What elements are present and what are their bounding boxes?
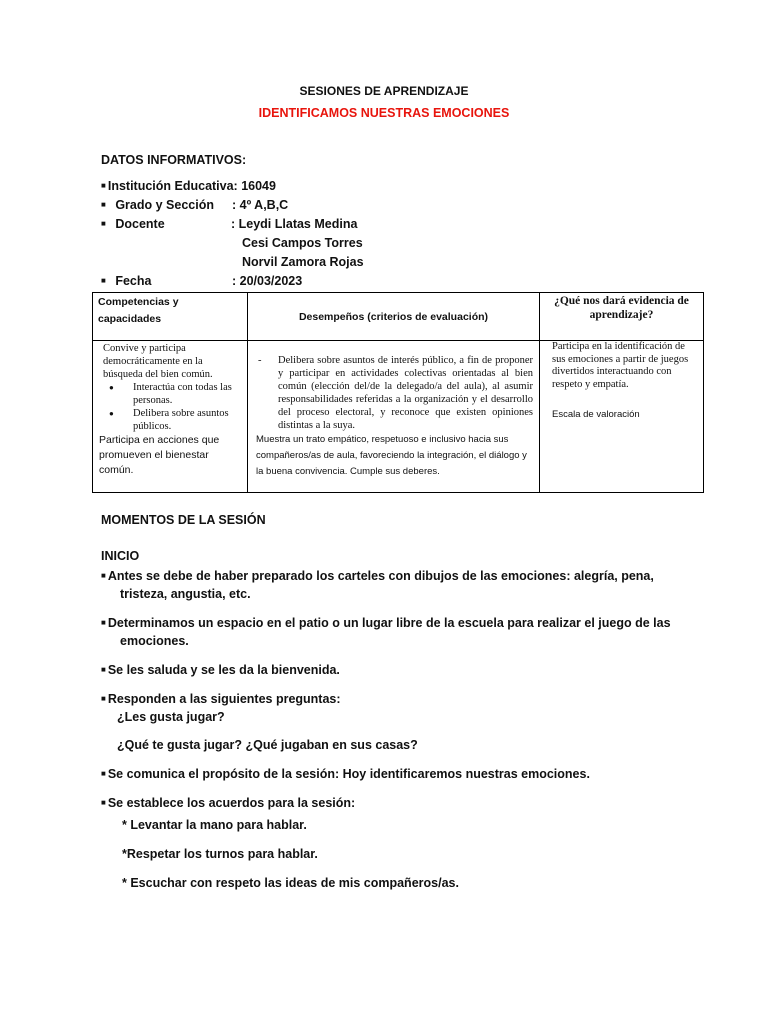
fecha-row: [101, 274, 151, 288]
participa-text: Participa en acciones que promueven el bienestar común.: [99, 434, 220, 476]
square-bullet-icon: ■: [101, 694, 106, 703]
grado-label: Grado y Sección: [115, 198, 214, 212]
square-bullet-icon: ■: [101, 769, 106, 778]
square-bullet-icon: ■: [101, 571, 106, 580]
list-item-continuation: emociones.: [120, 634, 189, 648]
square-bullet-icon: ■: [101, 219, 106, 228]
dash-bullet: -: [258, 355, 262, 366]
agreement-item: * Escuchar con respeto las ideas de mis compañeros/as.: [122, 876, 459, 890]
desempeno-item: [256, 354, 533, 432]
momentos-heading: MOMENTOS DE LA SESIÓN: [101, 513, 266, 527]
competencias-cell: [93, 341, 248, 493]
datos-heading: DATOS INFORMATIVOS:: [101, 153, 247, 167]
docente-row: [101, 217, 165, 231]
document-title: SESIONES DE APRENDIZAJE: [299, 84, 469, 98]
evidencia-cell: [540, 341, 704, 493]
list-item: ■ Se comunica el propósito de la sesión: Hoy identificaremos nuestras emociones.: [101, 764, 590, 784]
list-item: ● Delibera sobre asuntos públicos.: [117, 407, 243, 433]
list-item: ■ Se establece los acuerdos para la sesión:: [101, 793, 355, 813]
list-item: ■ Se les saluda y se les da la bienvenida.: [101, 660, 340, 680]
header-evidencia: ¿Qué nos dará evidencia de aprendizaje?: [540, 293, 704, 341]
list-item-continuation: tristeza, angustia, etc.: [120, 587, 251, 601]
list-item: ■ Responden a las siguientes preguntas:: [101, 689, 341, 709]
instrumento-text: Escala de valoración: [552, 409, 640, 420]
evidencia-text: Participa en la identificación de sus emociones a partir de juegos divertidos interactuando con respeto y empatía.: [552, 341, 689, 390]
competencia-text: Convive y participa democráticamente en la búsqueda del bien común.: [103, 343, 213, 380]
table-row: [93, 341, 704, 493]
square-bullet-icon: ■: [101, 276, 106, 285]
table-header-row: [93, 293, 704, 341]
institucion-row: [101, 179, 276, 193]
agreement-item: *Respetar los turnos para hablar.: [122, 847, 318, 861]
question-item: ¿Qué te gusta jugar? ¿Qué jugaban en sus casas?: [117, 738, 418, 752]
list-item: ■ Antes se debe de haber preparado los carteles con dibujos de las emociones: alegría, pena,: [101, 566, 654, 586]
docente-name-2: Cesi Campos Torres: [242, 236, 363, 250]
agreement-item: * Levantar la mano para hablar.: [122, 818, 307, 832]
docente-name-1: : Leydi Llatas Medina: [231, 217, 358, 231]
docente-name-3: Norvil Zamora Rojas: [242, 255, 364, 269]
capacidades-list: [99, 381, 243, 433]
docente-label: Docente: [115, 217, 165, 231]
list-item: ■ Determinamos un espacio en el patio o un lugar libre de la escuela para realizar el juego de las: [101, 613, 671, 633]
desempeno-text: Delibera sobre asuntos de interés público, a fin de proponer y participar en actividades colectivas orientadas al bien común (elección del/de la delegado/a del aula), al asumir responsabilidades referidas a la organización y el desarrollo del proceso electoral, y reconoce que existen opiniones distintas a la suya.: [278, 355, 533, 431]
square-bullet-icon: ■: [101, 618, 106, 627]
header-desempenos: Desempeños (criterios de evaluación): [248, 293, 540, 341]
desempeno-extra-text: Muestra un trato empático, respetuoso e inclusivo hacia sus compañeros/as de aula, favoreciendo la integración, el diálogo y la buena convivencia. Cumple sus deberes.: [256, 434, 527, 477]
header-competencias: Competencias y capacidades: [93, 293, 248, 341]
square-bullet-icon: ■: [101, 665, 106, 674]
competencias-table: [92, 292, 704, 493]
square-bullet-icon: ■: [101, 200, 106, 209]
grado-value: : 4º A,B,C: [232, 198, 289, 212]
desempenos-cell: [248, 341, 540, 493]
square-bullet-icon: ■: [101, 181, 106, 190]
document-subtitle: IDENTIFICAMOS NUESTRAS EMOCIONES: [258, 106, 510, 120]
square-bullet-icon: ■: [101, 798, 106, 807]
institucion-text: Institución Educativa: 16049: [107, 179, 276, 193]
grado-row: [101, 198, 214, 212]
fecha-value: : 20/03/2023: [232, 274, 303, 288]
fecha-label: Fecha: [115, 274, 152, 288]
question-item: ¿Les gusta jugar?: [117, 710, 225, 724]
list-item: ● Interactúa con todas las personas.: [117, 381, 243, 407]
inicio-heading: INICIO: [101, 549, 140, 563]
